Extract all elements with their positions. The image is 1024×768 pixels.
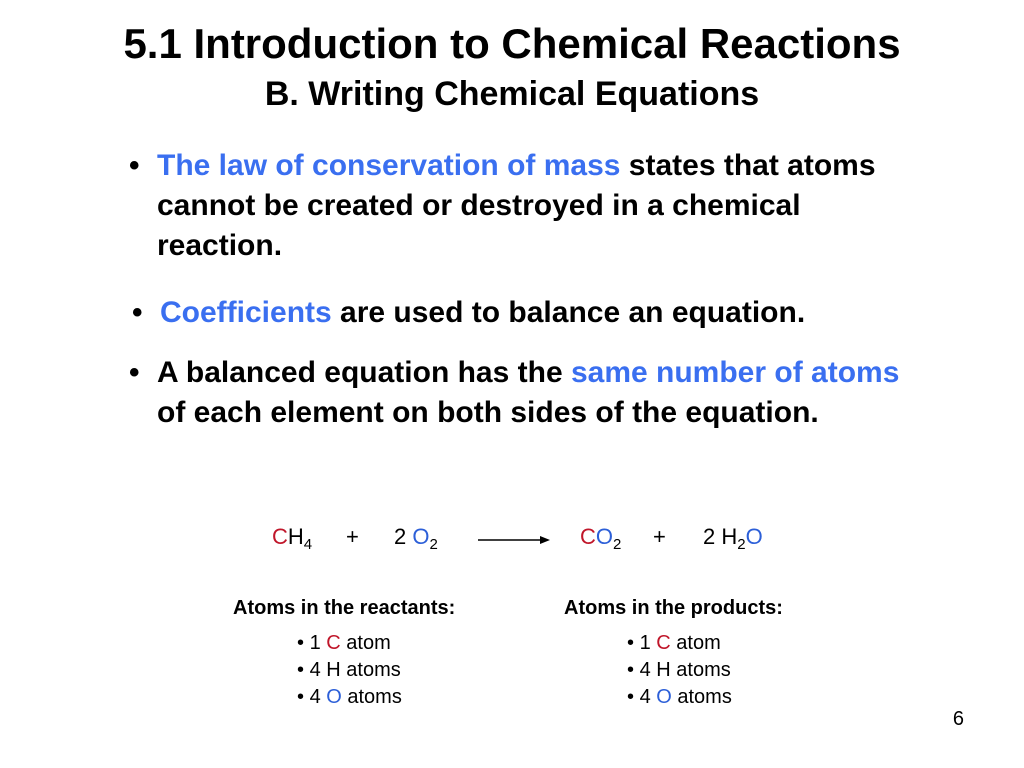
- product-atom-item: • 4 O atoms: [627, 684, 732, 711]
- page-number: 6: [952, 708, 964, 730]
- bullet-balanced-equation: [129, 353, 917, 433]
- bullet-highlight: Coefficients: [160, 296, 332, 329]
- element-symbol: O: [656, 686, 672, 708]
- plus-sign: +: [346, 524, 359, 549]
- product-h2o: 2 $H_2O$: [703, 524, 763, 553]
- bullet-prefix: A balanced equation has the: [157, 356, 571, 389]
- product-atom-item: • 1 C atom: [627, 630, 732, 657]
- products-heading: Atoms in the products:: [564, 597, 783, 619]
- product-atom-item: • 4 H atoms: [627, 657, 732, 684]
- bullet-highlight: The law of conservation of mass: [157, 149, 621, 182]
- reactant-ch4: $CH_4$: [272, 524, 313, 553]
- bullet-conservation-of-mass: [129, 146, 917, 266]
- element-symbol: C: [656, 632, 671, 654]
- reactant-atom-item: • 1 C atom: [297, 630, 402, 657]
- element-symbol: H: [326, 659, 341, 681]
- bullet-dot: •: [129, 356, 140, 389]
- reactant-atom-item: • 4 H atoms: [297, 657, 402, 684]
- element-symbol: O: [326, 686, 342, 708]
- bullet-text: states that atoms cannot be created or destroyed in a chemical reaction.: [157, 149, 876, 262]
- products-atom-list: [627, 630, 732, 711]
- element-symbol: H: [656, 659, 671, 681]
- slide-subtitle: B. Writing Chemical Equations: [264, 75, 760, 113]
- reactant-atom-item: • 4 O atoms: [297, 684, 402, 711]
- reactant-o2: 2 $O_2$: [394, 524, 438, 553]
- element-symbol: C: [326, 632, 341, 654]
- bullet-dot: •: [129, 149, 140, 182]
- reaction-arrow-icon: [478, 535, 550, 545]
- bullet-highlight: same number of atoms: [570, 356, 900, 389]
- product-co2: $CO_2$: [580, 524, 622, 553]
- bullet-coefficients: [132, 293, 940, 333]
- reactants-atom-list: [297, 630, 402, 711]
- plus-sign: +: [653, 524, 666, 549]
- reactants-heading: Atoms in the reactants:: [233, 597, 456, 619]
- bullet-text: are used to balance an equation.: [331, 296, 806, 329]
- bullet-text: of each element on both sides of the equation.: [157, 396, 819, 429]
- bullet-dot: •: [132, 296, 143, 329]
- slide-title: 5.1 Introduction to Chemical Reactions: [123, 20, 901, 67]
